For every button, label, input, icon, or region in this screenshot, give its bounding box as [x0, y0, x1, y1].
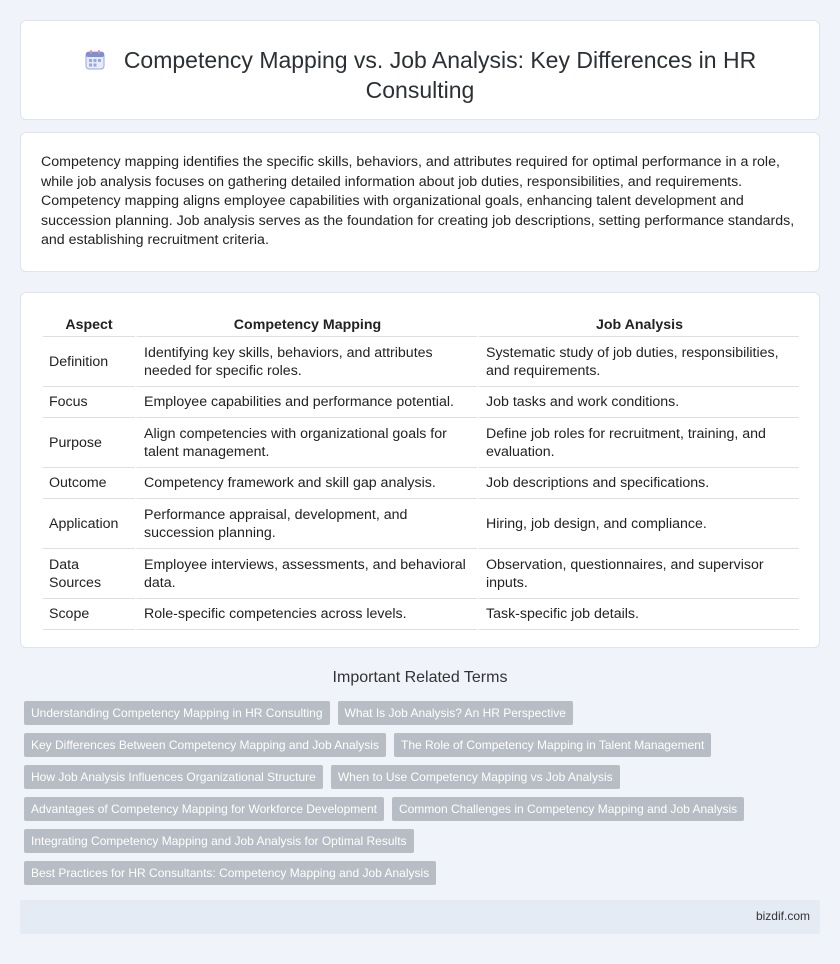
row-aspect: Outcome [43, 468, 135, 499]
row-aspect: Data Sources [43, 549, 135, 599]
row-aspect: Application [43, 499, 135, 549]
related-terms-tags [24, 701, 794, 893]
calendar-icon [84, 49, 106, 71]
header-job-analysis: Job Analysis [477, 313, 799, 337]
tag-row [24, 797, 794, 821]
related-term-link[interactable]: How Job Analysis Influences Organizational Structure [24, 765, 323, 789]
related-term-link[interactable]: What Is Job Analysis? An HR Perspective [338, 701, 573, 725]
tag-row [24, 701, 794, 725]
table-header-row [43, 313, 799, 337]
row-job-analysis: Task-specific job details. [477, 599, 799, 630]
row-competency-mapping: Performance appraisal, development, and succession planning. [135, 499, 477, 549]
footer [20, 900, 820, 934]
table-row [43, 337, 799, 387]
row-job-analysis: Systematic study of job duties, responsibilities, and requirements. [477, 337, 799, 387]
tag-row [24, 765, 794, 789]
header-aspect: Aspect [43, 313, 135, 337]
comparison-table [43, 313, 799, 630]
row-competency-mapping: Align competencies with organizational goals for talent management. [135, 418, 477, 468]
tag-row [24, 861, 794, 885]
page-title: Competency Mapping vs. Job Analysis: Key Differences in HR Consulting [123, 47, 757, 103]
row-aspect: Scope [43, 599, 135, 630]
related-terms-title: Important Related Terms [332, 669, 508, 686]
header-card [20, 20, 820, 120]
row-competency-mapping: Employee interviews, assessments, and behavioral data. [135, 549, 477, 599]
row-aspect: Definition [43, 337, 135, 387]
row-competency-mapping: Competency framework and skill gap analysis. [135, 468, 477, 499]
row-job-analysis: Define job roles for recruitment, training, and evaluation. [477, 418, 799, 468]
header-competency-mapping: Competency Mapping [135, 313, 477, 337]
row-aspect: Focus [43, 387, 135, 418]
table-row [43, 418, 799, 468]
related-term-link[interactable]: Integrating Competency Mapping and Job Analysis for Optimal Results [24, 829, 414, 853]
table-row [43, 499, 799, 549]
table-row [43, 387, 799, 418]
tag-row [24, 733, 794, 757]
related-term-link[interactable]: Advantages of Competency Mapping for Workforce Development [24, 797, 384, 821]
intro-card [20, 132, 820, 272]
related-term-link[interactable]: Key Differences Between Competency Mapping and Job Analysis [24, 733, 386, 757]
row-job-analysis: Observation, questionnaires, and supervisor inputs. [477, 549, 799, 599]
related-term-link[interactable]: When to Use Competency Mapping vs Job Analysis [331, 765, 620, 789]
row-competency-mapping: Role-specific competencies across levels. [135, 599, 477, 630]
row-competency-mapping: Identifying key skills, behaviors, and attributes needed for specific roles. [135, 337, 477, 387]
comparison-table-card [20, 292, 820, 648]
related-term-link[interactable]: Best Practices for HR Consultants: Competency Mapping and Job Analysis [24, 861, 436, 885]
table-row [43, 549, 799, 599]
footer-site-link[interactable]: bizdif.com [755, 909, 810, 923]
title-wrap [61, 45, 779, 105]
table-row [43, 599, 799, 630]
row-job-analysis: Job descriptions and specifications. [477, 468, 799, 499]
related-term-link[interactable]: Common Challenges in Competency Mapping and Job Analysis [392, 797, 744, 821]
table-row [43, 468, 799, 499]
related-term-link[interactable]: The Role of Competency Mapping in Talent Management [394, 733, 711, 757]
row-competency-mapping: Employee capabilities and performance potential. [135, 387, 477, 418]
intro-paragraph: Competency mapping identifies the specific skills, behaviors, and attributes required for optimal performance in a role, while job analysis focuses on gathering detailed information about job duties, responsibilities, and requirements. Competency mapping aligns employee capabilities with organizational goals, enhancing talent development and succession planning. Job analysis serves as the foundation for creating job descriptions, setting performance standards, and establishing recruitment criteria. [41, 154, 795, 248]
row-job-analysis: Job tasks and work conditions. [477, 387, 799, 418]
tag-row [24, 829, 794, 853]
row-job-analysis: Hiring, job design, and compliance. [477, 499, 799, 549]
row-aspect: Purpose [43, 418, 135, 468]
related-term-link[interactable]: Understanding Competency Mapping in HR Consulting [24, 701, 330, 725]
